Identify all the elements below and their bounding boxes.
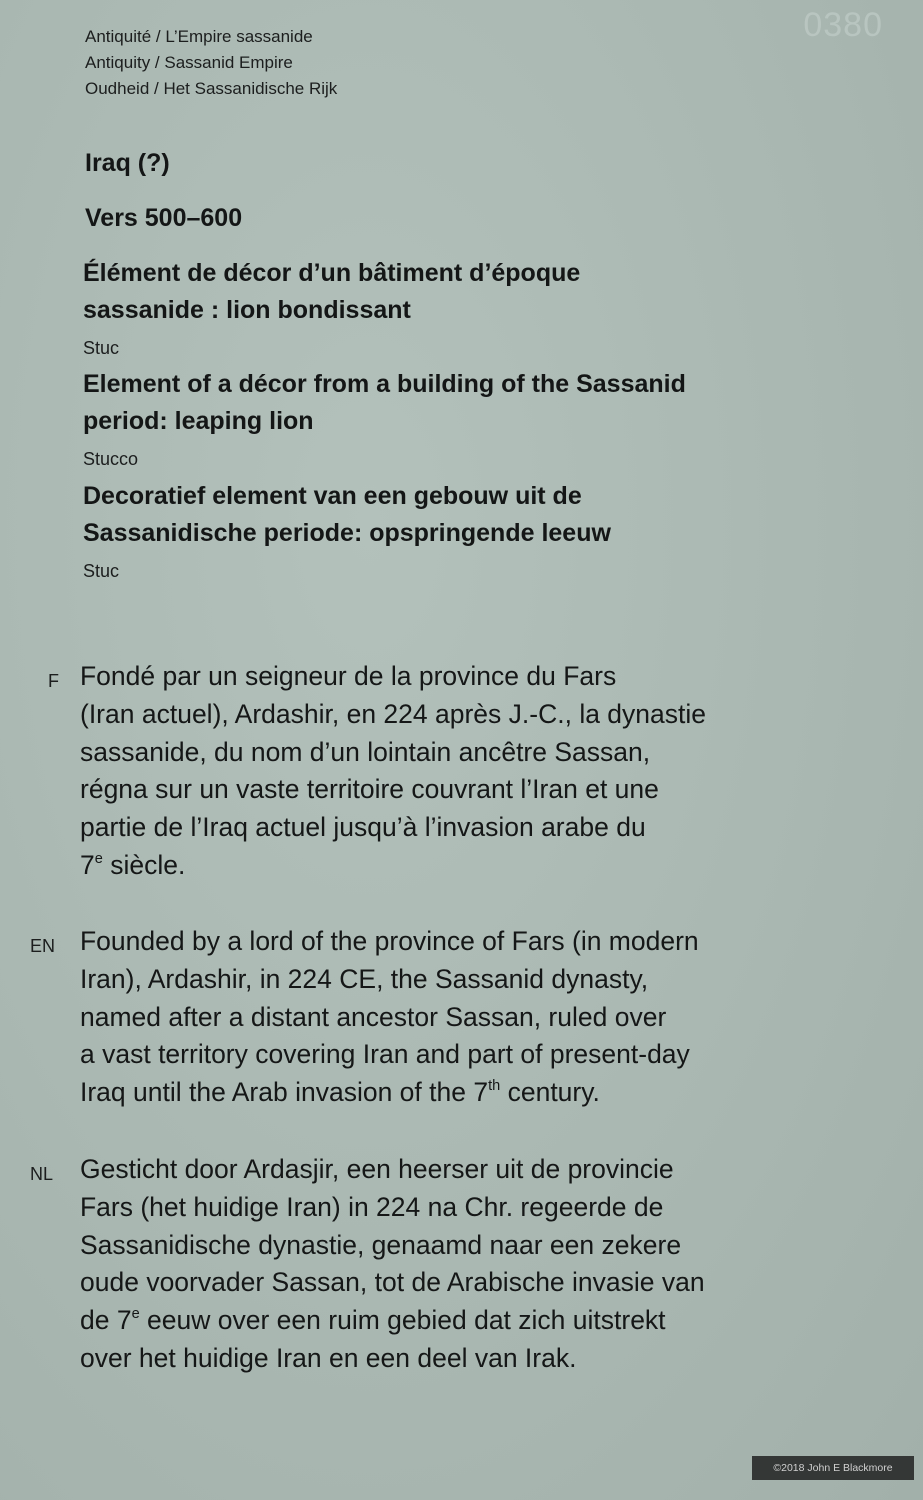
title-en bbox=[83, 366, 686, 440]
paragraph-nl-line: Sassanidische dynastie, genaamd naar een zekere bbox=[80, 1229, 682, 1260]
paragraph-fr-line: (Iran actuel), Ardashir, en 224 après J.-C., la dynastie bbox=[80, 698, 707, 729]
paragraph-nl bbox=[80, 1151, 705, 1378]
paragraph-fr-line: Fondé par un seigneur de la province du Fars bbox=[80, 661, 617, 691]
paragraph-en-line: named after a distant ancestor Sassan, ruled over bbox=[80, 1001, 667, 1032]
ordinal-suffix: th bbox=[488, 1078, 501, 1095]
lang-label-fr: F bbox=[48, 671, 59, 691]
title-fr bbox=[83, 255, 580, 329]
copyright-watermark: ©2018 John E Blackmore bbox=[752, 1456, 914, 1480]
ordinal-suffix: e bbox=[131, 1306, 140, 1323]
paragraph-en-line: Iran), Ardashir, in 224 CE, the Sassanid dynasty, bbox=[80, 963, 649, 994]
paragraph-en-line bbox=[80, 1074, 699, 1112]
paragraph-en-line: a vast territory covering Iran and part of present-day bbox=[80, 1039, 690, 1070]
paragraph-nl-line: oude voorvader Sassan, tot de Arabische invasie van bbox=[80, 1267, 705, 1298]
lang-label-en: EN bbox=[30, 936, 56, 956]
lang-label-nl: NL bbox=[30, 1164, 54, 1184]
title-nl-line: Decoratief element van een gebouw uit de bbox=[83, 482, 582, 510]
paragraph-fr bbox=[80, 658, 706, 885]
category-en: Antiquity / Sassanid Empire bbox=[85, 53, 293, 72]
material-en: Stucco bbox=[83, 449, 139, 469]
material-nl: Stuc bbox=[83, 561, 120, 581]
origin: Iraq (?) bbox=[85, 149, 170, 177]
paragraph-fr-line: sassanide, du nom d’un lointain ancêtre Sassan, bbox=[80, 736, 651, 767]
text-segment: eeuw over een ruim gebied dat zich uitstrekt bbox=[139, 1305, 666, 1336]
title-en-line: Element of a décor from a building of the Sassanid bbox=[83, 370, 686, 398]
category-nl: Oudheid / Het Sassanidische Rijk bbox=[85, 79, 338, 98]
paragraph-nl-line: Fars (het huidige Iran) in 224 na Chr. regeerde de bbox=[80, 1191, 664, 1222]
text-segment: de 7 bbox=[80, 1305, 132, 1336]
title-en-line: period: leaping lion bbox=[83, 407, 314, 435]
paragraph-en bbox=[80, 923, 699, 1112]
material-fr: Stuc bbox=[83, 338, 120, 358]
reflection-stamp: 0380 bbox=[803, 6, 883, 44]
paragraph-nl-line: Gesticht door Ardasjir, een heerser uit de provincie bbox=[80, 1154, 674, 1184]
century-number: 7 bbox=[80, 849, 95, 880]
text-segment: Iraq until the Arab invasion of the 7 bbox=[80, 1077, 489, 1108]
paragraph-fr-line bbox=[80, 847, 706, 885]
paragraph-fr-line: régna sur un vaste territoire couvrant l’Iran et une bbox=[80, 774, 659, 805]
category-fr: Antiquité / L’Empire sassanide bbox=[85, 27, 313, 46]
paragraph-nl-line: over het huidige Iran en een deel van Irak. bbox=[80, 1342, 577, 1373]
ordinal-suffix: e bbox=[94, 851, 103, 868]
paragraph-fr-line: partie de l’Iraq actuel jusqu’à l’invasion arabe du bbox=[80, 812, 646, 843]
text-segment: century. bbox=[500, 1077, 600, 1108]
century-word: siècle. bbox=[102, 849, 186, 880]
paragraph-nl-line bbox=[80, 1302, 705, 1340]
title-nl bbox=[83, 478, 611, 552]
title-fr-line: sassanide : lion bondissant bbox=[83, 296, 411, 324]
title-nl-line: Sassanidische periode: opspringende leeuw bbox=[83, 519, 611, 547]
paragraph-en-line: Founded by a lord of the province of Fars (in modern bbox=[80, 926, 699, 956]
date: Vers 500–600 bbox=[85, 204, 243, 232]
title-fr-line: Élément de décor d’un bâtiment d’époque bbox=[83, 259, 581, 287]
